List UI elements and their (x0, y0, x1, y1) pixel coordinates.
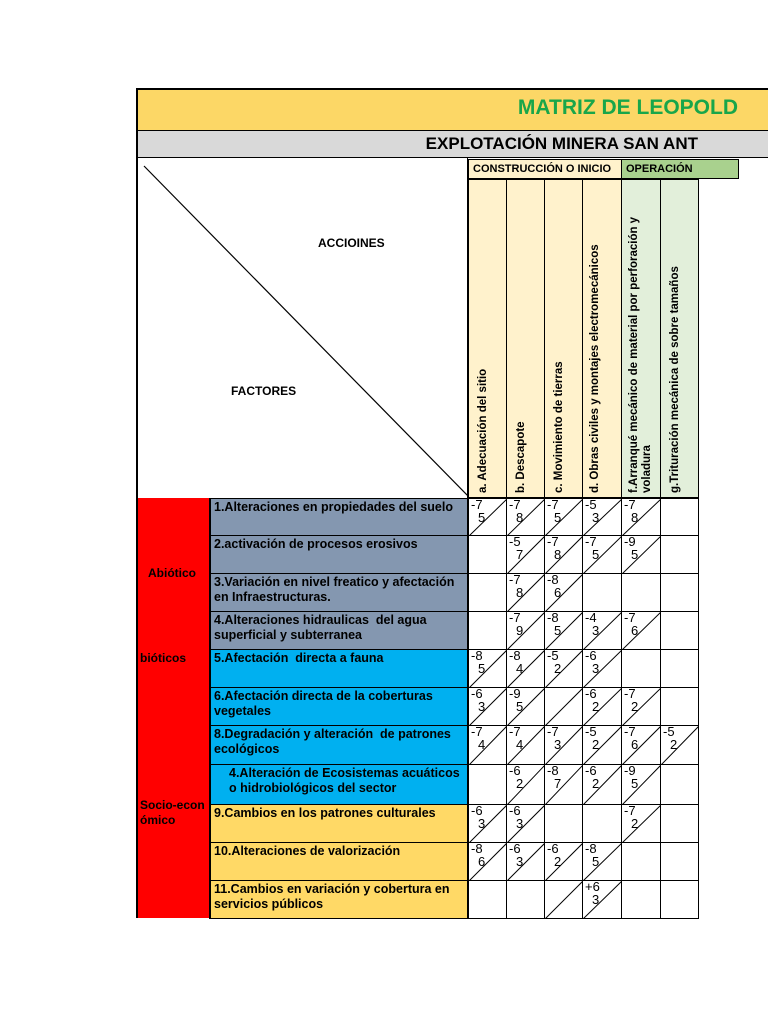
cell-importance: 6 (631, 737, 639, 752)
cell-importance: 4 (516, 737, 524, 752)
factor-row-6 (209, 725, 468, 765)
corner-diagonal-line (138, 158, 468, 498)
matrix-cell (468, 649, 507, 688)
factor-label: 2.activación de procesos erosivos (214, 537, 418, 551)
cell-importance: 2 (554, 661, 562, 676)
cell-magnitude: -6 (585, 764, 597, 778)
matrix-cell (621, 573, 661, 612)
cell-magnitude: -7 (509, 573, 521, 587)
cell-magnitude: -7 (624, 725, 636, 739)
factor-label: 3.Variación en nivel freatico y afectación en Infraestructuras. (214, 575, 458, 604)
matrix-cell (582, 649, 622, 688)
matrix-cell (660, 573, 699, 612)
cell-importance: 4 (516, 661, 524, 676)
category-label: Abiótico (148, 566, 196, 580)
cell-magnitude: -7 (624, 804, 636, 818)
matrix-cell (621, 764, 661, 805)
cell-magnitude: -6 (509, 804, 521, 818)
matrix-cell (660, 804, 699, 843)
factor-row-8 (209, 804, 468, 843)
cell-importance: 5 (554, 510, 562, 525)
matrix-cell (621, 687, 661, 726)
action-group-label: CONSTRUCCIÓN O INICIO (473, 163, 612, 175)
matrix-cell (660, 535, 699, 574)
cell-importance: 2 (592, 776, 600, 791)
cell-diagonal (545, 881, 583, 919)
cell-importance: 3 (516, 854, 524, 869)
matrix-cell (468, 764, 507, 805)
cell-magnitude: -6 (509, 764, 521, 778)
cell-importance: 2 (592, 699, 600, 714)
factor-row-1 (209, 535, 468, 574)
category-0 (136, 498, 209, 649)
matrix-cell (660, 880, 699, 919)
acciones-label: ACCIOINES (318, 236, 385, 250)
cell-importance: 6 (478, 854, 486, 869)
factor-label: 11.Cambios en variación y cobertura en servicios públicos (214, 882, 453, 911)
factor-label: 4.Alteración de Ecosistemas acuáticos o hidrobiológicos del sector (229, 766, 467, 795)
action-header-0 (468, 179, 507, 498)
factor-row-7 (209, 764, 468, 805)
cell-magnitude: -8 (471, 842, 483, 856)
factor-row-9 (209, 842, 468, 881)
matrix-cell (506, 498, 545, 536)
cell-magnitude: -5 (509, 535, 521, 549)
cell-importance: 6 (554, 585, 562, 600)
factor-row-10 (209, 880, 468, 919)
cell-importance: 5 (478, 661, 486, 676)
matrix-cell (582, 573, 622, 612)
matrix-cell (544, 498, 583, 536)
matrix-cell (544, 764, 583, 805)
cell-magnitude: -7 (585, 535, 597, 549)
cell-importance: 3 (592, 510, 600, 525)
factor-label: 9.Cambios en los patrones culturales (214, 806, 436, 820)
cell-importance: 5 (631, 547, 639, 562)
cell-magnitude: -6 (585, 649, 597, 663)
matrix-cell (582, 764, 622, 805)
cell-magnitude: -7 (624, 498, 636, 512)
cell-importance: 8 (516, 585, 524, 600)
cell-magnitude: -9 (624, 535, 636, 549)
matrix-cell (544, 804, 583, 843)
cell-importance: 5 (478, 510, 486, 525)
matrix-cell (660, 498, 699, 536)
action-label: b. Descapote (515, 421, 527, 493)
factor-label: 4.Alteraciones hidraulicas del agua superficial y subterranea (214, 613, 431, 642)
category-label: Socio-económico (140, 798, 205, 827)
matrix-cell (582, 842, 622, 881)
matrix-cell (506, 880, 545, 919)
title-bar (136, 88, 768, 130)
cell-magnitude: -6 (585, 687, 597, 701)
matrix-cell (468, 725, 507, 765)
cell-importance: 8 (516, 510, 524, 525)
cell-importance: 2 (592, 737, 600, 752)
cell-importance: 3 (592, 661, 600, 676)
matrix-cell (506, 687, 545, 726)
cell-magnitude: -7 (509, 611, 521, 625)
cell-magnitude: -8 (547, 764, 559, 778)
matrix-cell (468, 535, 507, 574)
cell-magnitude: -8 (585, 842, 597, 856)
matrix-cell (468, 498, 507, 536)
matrix-cell (660, 687, 699, 726)
matrix-cell (506, 573, 545, 612)
matrix-cell (582, 725, 622, 765)
cell-magnitude: -5 (663, 725, 675, 739)
matrix-cell (621, 649, 661, 688)
matrix-cell (621, 880, 661, 919)
cell-importance: 3 (592, 892, 600, 907)
factor-row-3 (209, 611, 468, 650)
matrix-cell (660, 611, 699, 650)
action-label: a. Adecuación del sitio (477, 368, 489, 493)
matrix-cell (544, 649, 583, 688)
matrix-cell (582, 611, 622, 650)
action-header-4 (621, 179, 661, 498)
matrix-cell (468, 842, 507, 881)
cell-importance: 5 (554, 623, 562, 638)
matrix-cell (468, 573, 507, 612)
cell-importance: 5 (631, 776, 639, 791)
cell-magnitude: -6 (471, 804, 483, 818)
cell-magnitude: +6 (585, 880, 600, 894)
cell-importance: 3 (554, 737, 562, 752)
matrix-cell (468, 804, 507, 843)
cell-importance: 2 (631, 699, 639, 714)
matrix-cell (506, 764, 545, 805)
cell-importance: 8 (631, 510, 639, 525)
cell-magnitude: -6 (547, 842, 559, 856)
matrix-cell (544, 611, 583, 650)
cell-magnitude: -4 (585, 611, 597, 625)
cell-magnitude: -7 (624, 611, 636, 625)
matrix-cell (621, 725, 661, 765)
cell-importance: 4 (478, 737, 486, 752)
corner-header (136, 158, 468, 498)
matrix-cell (621, 535, 661, 574)
cell-magnitude: -7 (509, 498, 521, 512)
cell-importance: 7 (554, 776, 562, 791)
action-label: c. Movimiento de tierras (553, 361, 565, 493)
factor-label: 6.Afectación directa de la coberturas vegetales (214, 689, 437, 718)
factor-label: 10.Alteraciones de valorización (214, 844, 401, 858)
cell-importance: 2 (516, 776, 524, 791)
factor-row-2 (209, 573, 468, 612)
category-1 (136, 649, 209, 804)
action-header-3 (582, 179, 622, 498)
factor-label: 8.Degradación y alteración de patrones ecológicos (214, 727, 455, 756)
cell-magnitude: -8 (547, 573, 559, 587)
cell-importance: 8 (554, 547, 562, 562)
matrix-cell (660, 649, 699, 688)
factor-row-5 (209, 687, 468, 726)
matrix-cell (544, 573, 583, 612)
matrix-cell (468, 687, 507, 726)
matrix-cell (621, 498, 661, 536)
action-header-1 (506, 179, 545, 498)
factores-label: FACTORES (231, 384, 297, 398)
matrix-cell (506, 725, 545, 765)
matrix-cell (506, 649, 545, 688)
factor-label: 5.Afectación directa a fauna (214, 651, 384, 665)
cell-magnitude: -8 (509, 649, 521, 663)
page-title: MATRIZ DE LEOPOLD (517, 96, 738, 119)
matrix-cell (506, 804, 545, 843)
matrix-cell (582, 498, 622, 536)
matrix-cell (582, 687, 622, 726)
matrix-cell (506, 842, 545, 881)
matrix-cell (621, 611, 661, 650)
factor-row-4 (209, 649, 468, 688)
cell-importance: 2 (554, 854, 562, 869)
cell-importance: 3 (516, 816, 524, 831)
matrix-cell (582, 880, 622, 919)
action-label: d. Obras civiles y montajes electromecánicos (589, 244, 601, 493)
cell-importance: 5 (592, 547, 600, 562)
category-label: bióticos (140, 651, 187, 665)
action-group-1 (621, 159, 739, 179)
matrix-cell (660, 764, 699, 805)
subtitle-bar (136, 130, 768, 158)
cell-magnitude: -7 (471, 498, 483, 512)
cell-diagonal (545, 688, 583, 726)
cell-importance: 2 (631, 816, 639, 831)
cell-importance: 2 (670, 737, 678, 752)
category-2 (136, 798, 209, 918)
action-label: g.Trituración mecánica de sobre tamaños (669, 266, 681, 493)
cell-importance: 6 (631, 623, 639, 638)
cell-magnitude: -5 (585, 498, 597, 512)
cell-importance: 7 (516, 547, 524, 562)
matrix-cell (506, 535, 545, 574)
cell-importance: 5 (592, 854, 600, 869)
matrix-cell (660, 725, 699, 765)
matrix-cell (582, 535, 622, 574)
cell-magnitude: -5 (585, 725, 597, 739)
matrix-cell (544, 687, 583, 726)
action-group-label: OPERACIÓN (626, 163, 693, 175)
factor-label: 1.Alteraciones en propiedades del suelo (214, 500, 453, 514)
cell-magnitude: -6 (509, 842, 521, 856)
cell-magnitude: -7 (547, 498, 559, 512)
action-group-0 (468, 159, 622, 179)
action-header-5 (660, 179, 699, 498)
cell-magnitude: -7 (509, 725, 521, 739)
cell-magnitude: -6 (471, 687, 483, 701)
cell-importance: 3 (478, 699, 486, 714)
matrix-cell (544, 880, 583, 919)
matrix-cell (544, 725, 583, 765)
matrix-cell (660, 842, 699, 881)
cell-importance: 5 (516, 699, 524, 714)
cell-importance: 3 (478, 816, 486, 831)
cell-importance: 9 (516, 623, 524, 638)
matrix-cell (468, 611, 507, 650)
matrix-cell (506, 611, 545, 650)
matrix-cell (468, 880, 507, 919)
cell-magnitude: -8 (471, 649, 483, 663)
cell-magnitude: -7 (547, 535, 559, 549)
action-header-2 (544, 179, 583, 498)
matrix-cell (582, 804, 622, 843)
cell-magnitude: -7 (547, 725, 559, 739)
cell-importance: 3 (592, 623, 600, 638)
cell-magnitude: -5 (547, 649, 559, 663)
matrix-cell (544, 842, 583, 881)
matrix-cell (544, 535, 583, 574)
matrix-cell (621, 842, 661, 881)
matrix-cell (621, 804, 661, 843)
cell-magnitude: -9 (624, 764, 636, 778)
cell-magnitude: -9 (509, 687, 521, 701)
cell-magnitude: -8 (547, 611, 559, 625)
action-label: f.Arranqué mecánico de material por perforación y voladura (628, 216, 653, 493)
page-subtitle: EXPLOTACIÓN MINERA SAN ANT (425, 134, 698, 153)
factor-row-0 (209, 498, 468, 536)
cell-magnitude: -7 (624, 687, 636, 701)
cell-magnitude: -7 (471, 725, 483, 739)
